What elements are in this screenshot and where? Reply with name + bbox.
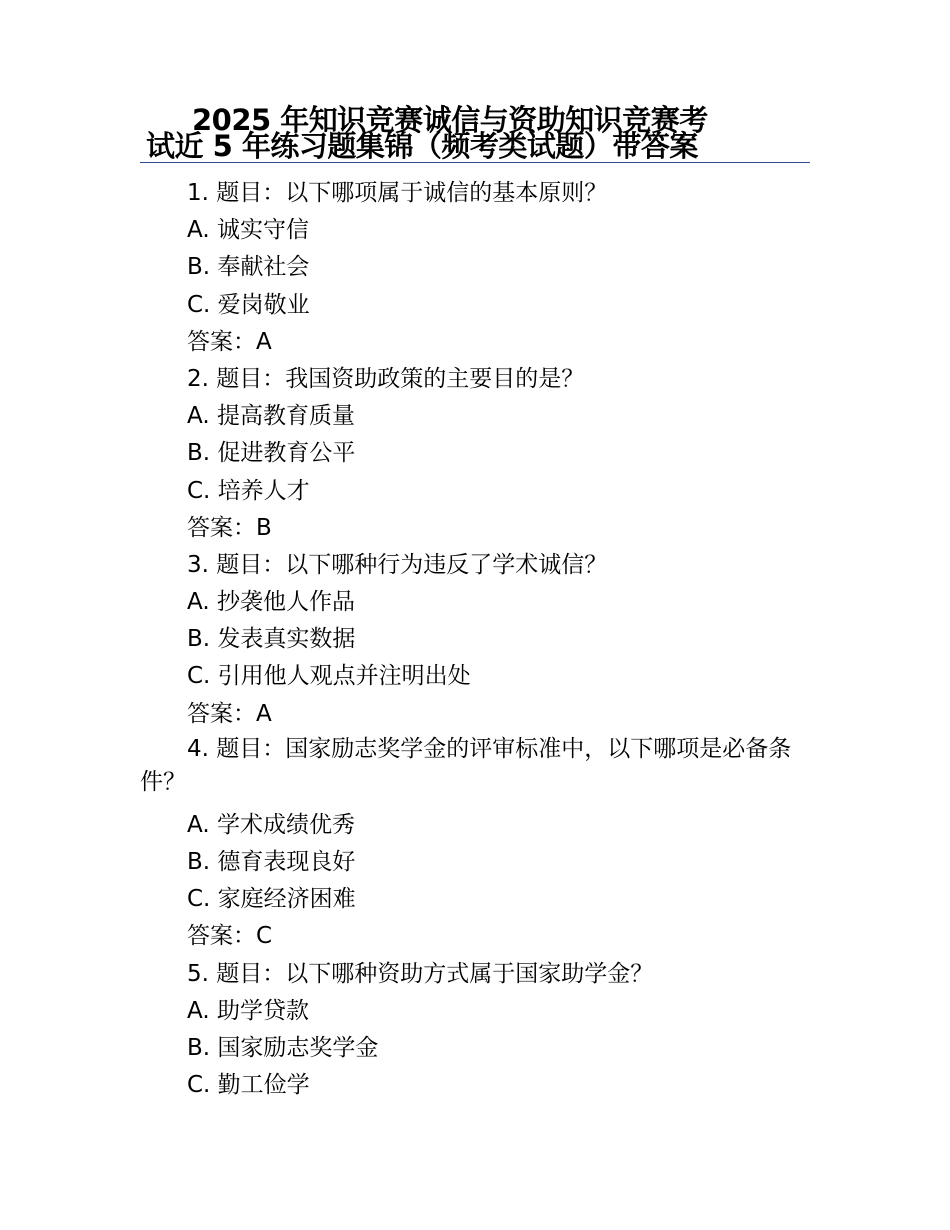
question-1-answer: 答案：A [187,328,272,355]
document-title [140,104,810,163]
question-2: 2. 题目：我国资助政策的主要目的是？ [187,365,585,392]
question-list [140,175,810,1104]
question-4-option-b: B. 德育表现良好 [187,849,356,875]
question-4-option-c: C. 家庭经济困难 [187,886,356,913]
question-1: 1. 题目：以下哪项属于诚信的基本原则？ [187,180,608,206]
title-line-2: 试近 5 年练习题集锦（频考类试题）带答案 [146,129,698,163]
question-5-option-c: C. 勤工俭学 [187,1072,310,1099]
question-4-option-a: A. 学术成绩优秀 [187,811,355,838]
question-4-answer: 答案：C [187,923,273,950]
question-1-option-a: A. 诚实守信 [187,217,309,244]
question-3-option-c: C. 引用他人观点并注明出处 [187,663,471,690]
question-5: 5. 题目：以下哪种资助方式属于国家助学金？ [187,960,654,987]
question-3: 3. 题目：以下哪种行为违反了学术诚信？ [187,551,608,578]
question-4: 4. 题目：国家励志奖学金的评审标准中，以下哪项是必备条件？ [140,735,792,795]
question-2-option-b: B. 促进教育公平 [187,440,356,467]
question-3-option-a: A. 抄袭他人作品 [187,589,355,616]
title-line-1: 2025 年知识竞赛诚信与资助知识竞赛考 [192,103,708,137]
question-5-option-b: B. 国家励志奖学金 [187,1034,379,1061]
question-1-option-c: C. 爱岗敬业 [187,291,310,318]
question-2-option-c: C. 培养人才 [187,477,310,504]
question-3-answer: 答案：A [187,700,272,727]
question-5-option-a: A. 助学贷款 [187,997,309,1024]
question-2-answer: 答案：B [187,514,272,541]
question-3-option-b: B. 发表真实数据 [187,626,356,653]
question-2-option-a: A. 提高教育质量 [187,403,355,430]
question-1-option-b: B. 奉献社会 [187,254,310,281]
